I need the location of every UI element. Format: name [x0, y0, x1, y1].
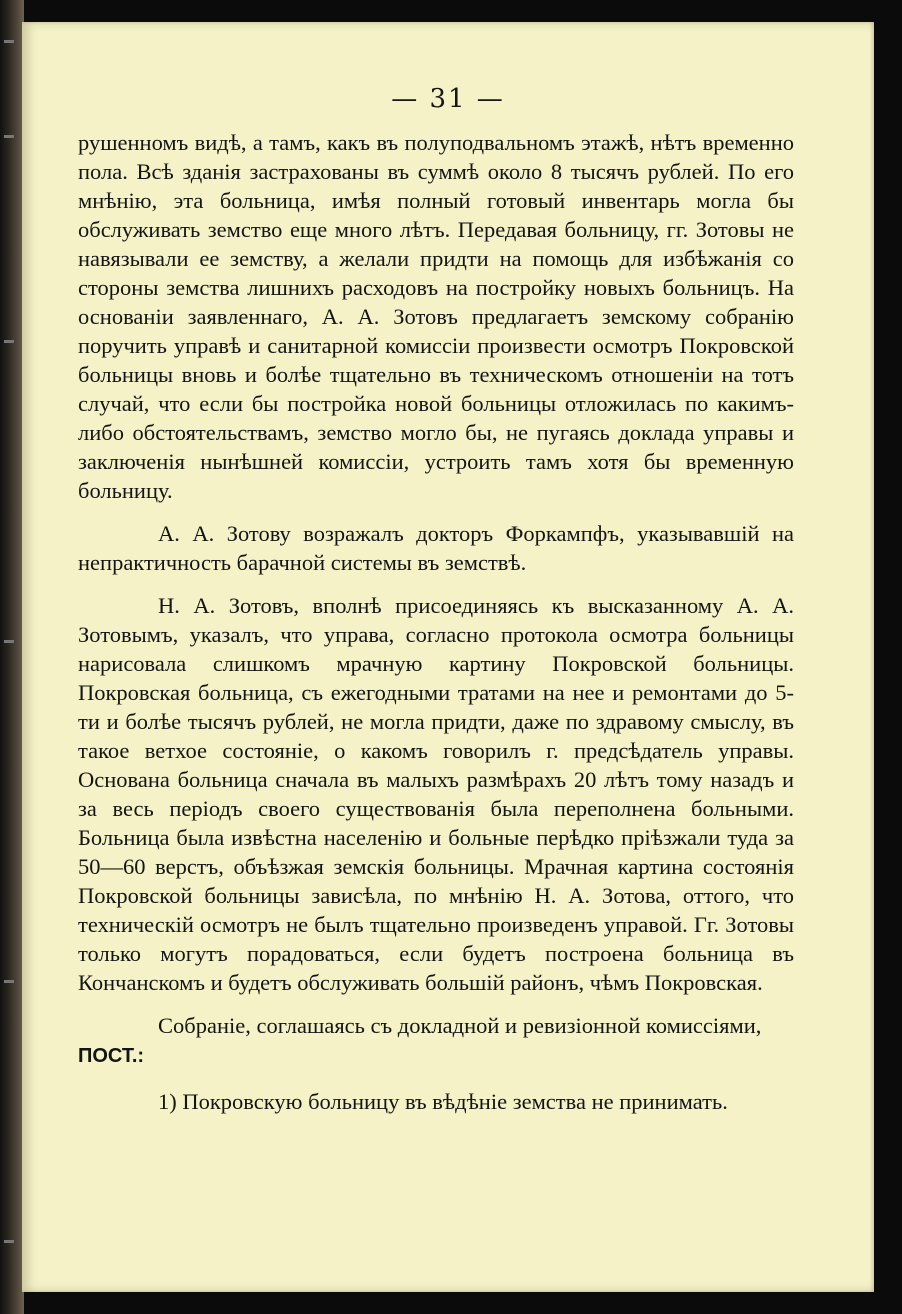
spine-mark	[4, 135, 14, 138]
paragraph: А. А. Зотову возражалъ докторъ Форкампфъ, указывавшій на непрактичность барачной системы въ земствѣ.	[78, 521, 794, 575]
page-text	[78, 128, 794, 1116]
spine-mark	[4, 340, 14, 343]
spine-mark	[4, 1240, 14, 1243]
spine-mark	[4, 40, 14, 43]
paragraph: рушенномъ видѣ, а тамъ, какъ въ полуподвальномъ этажѣ, нѣтъ временно пола. Всѣ зданія застрахованы въ суммѣ около 8 тысячъ рублей. По его мнѣнію, эта больница, имѣя полный готовый инвентарь могла бы обслуживать земство еще много лѣтъ. Передавая больницу, гг. Зотовы не навязывали ее земству, а желали придти на помощь для избѣжанія со стороны земства лишнихъ расходовъ на постройку новыхъ больницъ. На основаніи заявленнаго, А. А. Зотовъ предлагаетъ земскому собранію поручить управѣ и санитарной комиссіи произвести осмотръ Покровской больницы вновь и болѣе тщательно въ техническомъ отношеніи на тотъ случай, что если бы постройка новой больницы отложилась по какимъ-либо обстоятельствамъ, земство могло бы, не пугаясь доклада управы и заключенія нынѣшней комиссіи, устроить тамъ хотя бы временную больницу.	[78, 130, 794, 503]
paragraph: Н. А. Зотовъ, вполнѣ присоединяясь къ высказанному А. А. Зотовымъ, указалъ, что управа, согласно протокола осмотра больницы нарисовала слишкомъ мрачную картину Покровской больницы. Покровская больница, съ ежегодными тратами на нее и ремонтами до 5-ти и болѣе тысячъ рублей, не могла придти, даже по здравому смыслу, въ такое ветхое состояніе, о какомъ говорилъ г. предсѣдатель управы. Основана больница сначала въ малыхъ размѣрахъ 20 лѣтъ тому назадъ и за весь періодъ своего существованія была переполнена больными. Больница была извѣстна населенію и больные перѣдко пріѣзжали туда за 50—60 верстъ, объѣзжая земскія больницы. Мрачная картина состоянія Покровской больницы зависѣла, по мнѣнію Н. А. Зотова, оттого, что техническій осмотръ не былъ тщательно произведенъ управой. Гг. Зотовы только могутъ порадоваться, если будетъ построена больница въ Кончанскомъ и будетъ обслуживать большій районъ, чѣмъ Покровская.	[78, 593, 794, 995]
book-spine	[0, 0, 24, 1314]
document-page	[22, 22, 874, 1292]
page-number: — 31 —	[391, 84, 505, 114]
spine-mark	[4, 640, 14, 643]
resolution-label: ПОСТ.:	[78, 1045, 145, 1067]
resolution-item: 1) Покровскую больницу въ вѣдѣніе земства не принимать.	[158, 1089, 728, 1114]
spine-mark	[4, 980, 14, 983]
paragraph: Собраніе, соглашаясь съ докладной и ревизіонной комиссіями,	[158, 1013, 762, 1038]
